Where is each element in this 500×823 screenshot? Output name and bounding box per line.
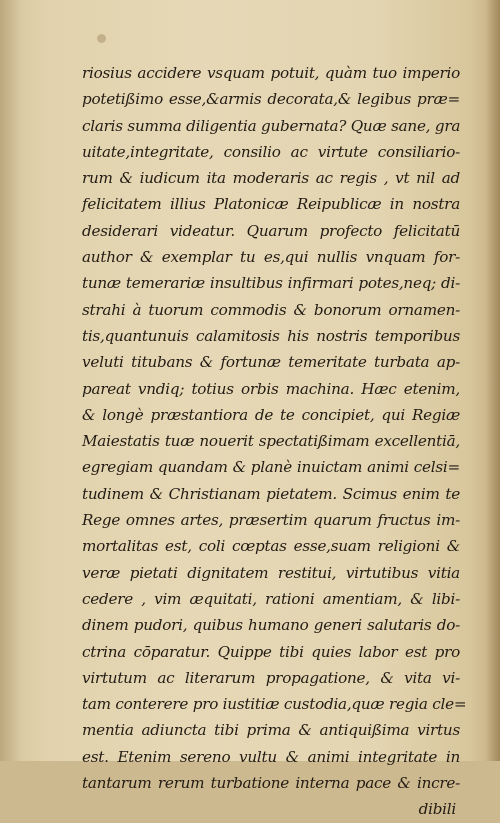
text-line: virtutum ac literarum propagatione, & vita vi- bbox=[82, 668, 460, 687]
text-line: dinem pudori, quibus humano generi salutaris do- bbox=[82, 616, 460, 635]
text-line: est. Etenim sereno vultu & animi integritate in bbox=[82, 747, 460, 766]
text-line: tis,quantunuis calamitosis his nostris temporibus bbox=[82, 326, 460, 345]
text-line: tunæ temerariæ insultibus infirmari potes,neq; di- bbox=[82, 274, 460, 293]
text-line: rum & iudicum ita moderaris ac regis , vt nil ad bbox=[82, 169, 460, 188]
text-line: veræ pietati dignitatem restitui, virtutibus vitia bbox=[82, 563, 460, 582]
catchword: dibili bbox=[418, 800, 456, 819]
text-line: egregiam quandam & planè inuictam animi celsi= bbox=[82, 458, 460, 477]
text-line: uitate,integritate, consilio ac virtute consiliario- bbox=[82, 142, 460, 161]
text-line: cedere , vim æquitati, rationi amentiam, & libi- bbox=[82, 589, 460, 608]
text-line: felicitatem illius Platonicæ Reipublicæ in nostra bbox=[82, 195, 460, 214]
text-line: Maiestatis tuæ nouerit spectatißimam excellentiā, bbox=[82, 432, 460, 451]
text-line: desiderari videatur. Quarum profecto felicitatū bbox=[82, 221, 460, 240]
text-line: veluti titubans & fortunæ temeritate turbata ap- bbox=[82, 353, 460, 372]
text-line: tudinem & Christianam pietatem. Scimus enim te bbox=[82, 484, 460, 503]
paper-blemish bbox=[97, 34, 106, 43]
text-line: claris summa diligentia gubernata? Quæ sane, gra bbox=[82, 116, 461, 135]
text-line: potetißimo esse,&armis decorata,& legibus præ= bbox=[82, 90, 460, 109]
text-line: Rege omnes artes, præsertim quarum fructus im- bbox=[82, 511, 460, 530]
text-line: tam conterere pro iustitiæ custodia,quæ regia cle= bbox=[82, 695, 467, 714]
text-line: mortalitas est, coli cœptas esse,suam religioni & bbox=[82, 537, 460, 556]
text-line: & longè præstantiora de te concipiet, qui Regiæ bbox=[82, 405, 460, 424]
text-line: pareat vndiq; totius orbis machina. Hæc etenim, bbox=[82, 379, 460, 398]
text-line: ctrina cōparatur. Quippe tibi quies labor est pro bbox=[82, 642, 460, 661]
text-line: riosius accidere vsquam potuit, quàm tuo imperio bbox=[82, 64, 460, 82]
text-line: author & exemplar tu es,qui nullis vnquam for- bbox=[82, 248, 460, 267]
text-line: mentia adiuncta tibi prima & antiquißima virtus bbox=[82, 721, 460, 740]
text-line: tantarum rerum turbatione interna pace & incre- bbox=[82, 774, 460, 793]
text-line: strahi à tuorum commodis & bonorum ornamen- bbox=[82, 300, 460, 319]
latin-text-block bbox=[82, 60, 467, 823]
